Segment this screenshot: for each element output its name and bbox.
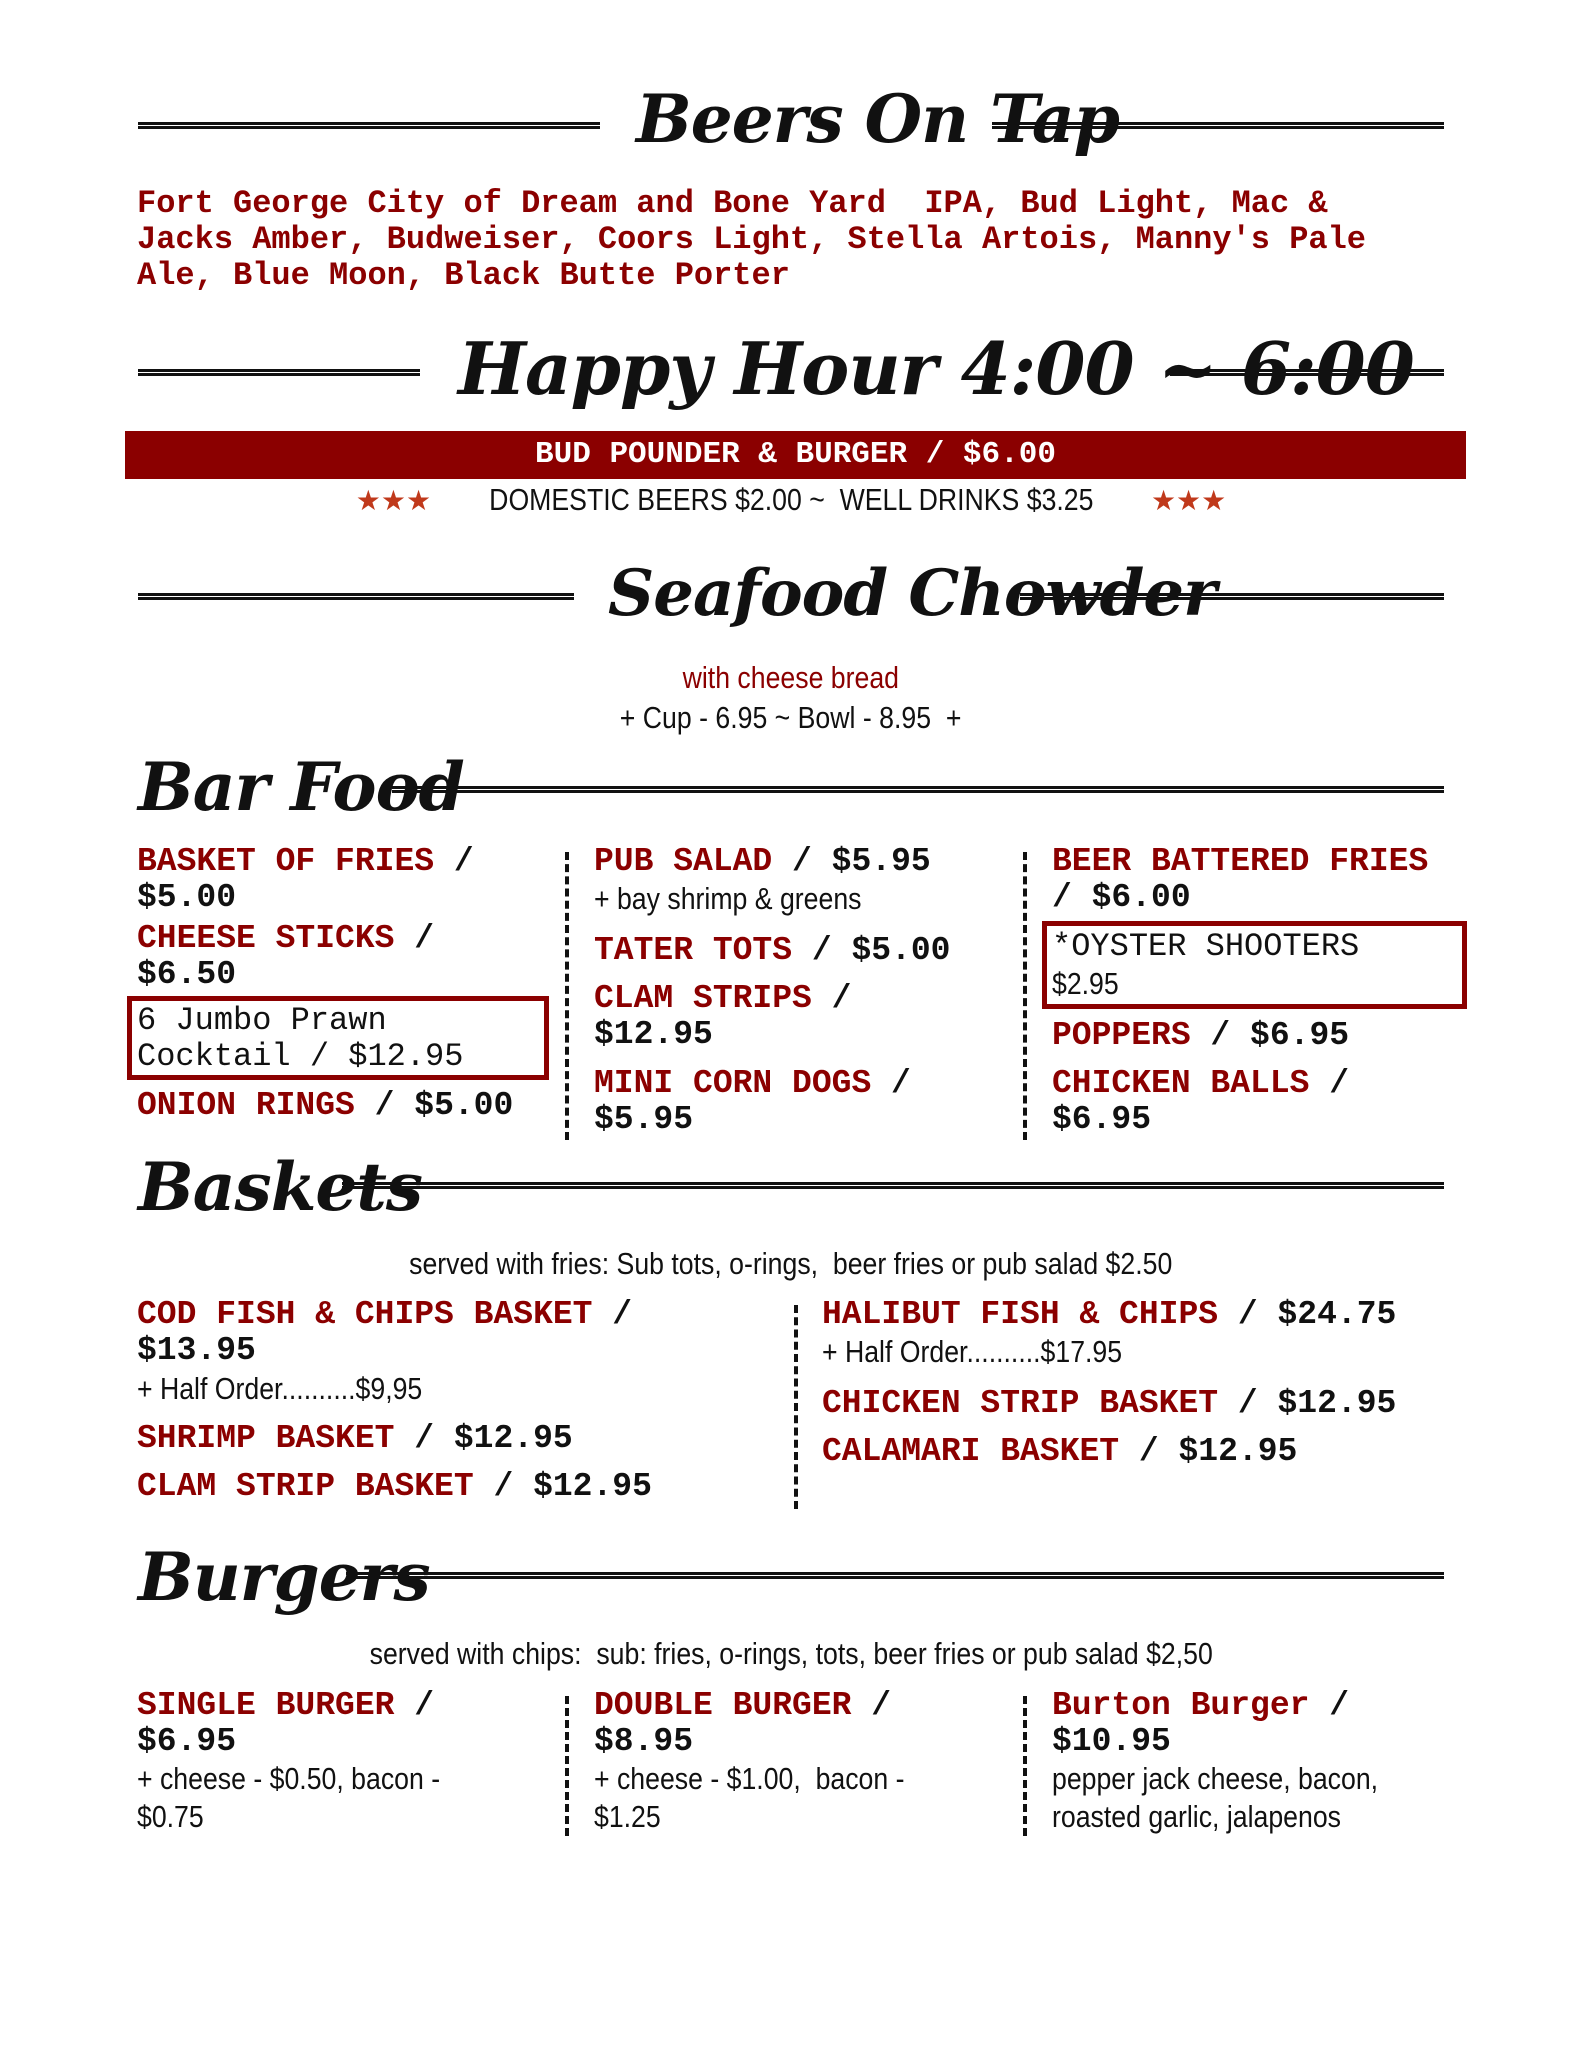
item-name: CHICKEN BALLS xyxy=(1052,1065,1310,1102)
item-name: 6 Jumbo Prawn xyxy=(137,1002,387,1039)
menu-item-onion-rings: ONION RINGS / $5.00 xyxy=(137,1087,514,1124)
item-note: + Half Order..........$9,95 xyxy=(137,1371,423,1406)
item-price: $6.95 xyxy=(137,1723,237,1760)
burgers-note-text: served with chips: sub: fries, o-rings, tots, beer fries or pub salad $2,50 xyxy=(369,1636,1213,1671)
menu-item-chicken-balls: CHICKEN BALLS / $6.95 xyxy=(1052,1065,1350,1138)
item-note: + Half Order..........$17.95 xyxy=(822,1334,1123,1369)
divider-rule xyxy=(138,593,574,600)
chowder-heading: Seafood Chowder xyxy=(608,556,1216,631)
item-note xyxy=(1052,1760,1378,1836)
menu-item-poppers: POPPERS / $6.95 xyxy=(1052,1017,1350,1054)
item-note-line: $1.25 xyxy=(594,1799,661,1834)
item-name: BASKET OF FRIES xyxy=(137,843,435,880)
item-price: $6.00 xyxy=(1091,879,1191,916)
star-icon: ★★★ xyxy=(1150,485,1227,516)
divider-rule xyxy=(992,122,1444,129)
menu-item-calamari-basket: CALAMARI BASKET / $12.95 xyxy=(822,1433,1298,1470)
item-name: COD FISH & CHIPS BASKET xyxy=(137,1296,593,1333)
menu-item-jumbo-prawn xyxy=(137,1003,463,1075)
item-price: $6.95 xyxy=(1052,1101,1152,1138)
item-note xyxy=(137,1760,440,1836)
item-note-line: + cheese - $1.00, bacon - xyxy=(594,1761,905,1796)
menu-item-cheese-sticks: CHEESE STICKS / $6.50 xyxy=(137,920,435,993)
baskets-heading: Baskets xyxy=(138,1148,423,1226)
menu-item-burton-burger: Burton Burger / $10.95 xyxy=(1052,1687,1350,1760)
item-price: $5.00 xyxy=(414,1087,514,1124)
menu-item-tater-tots: TATER TOTS / $5.00 xyxy=(594,932,951,969)
happy-hour-specials xyxy=(0,480,1582,521)
chowder-subtitle xyxy=(0,660,1582,696)
beers-line: Fort George City of Dream and Bone Yard IPA, Bud Light, Mac & xyxy=(137,185,1328,222)
item-name: BEER BATTERED FRIES xyxy=(1052,843,1429,880)
item-name: DOUBLE BURGER xyxy=(594,1687,852,1724)
beers-heading: Beers On Tap xyxy=(636,80,1119,158)
divider-rule xyxy=(138,122,600,129)
menu-item-mini-corn-dogs: MINI CORN DOGS / $5.95 xyxy=(594,1065,911,1138)
divider-rule xyxy=(138,369,420,376)
item-price: $6.50 xyxy=(137,956,237,993)
item-price: $5.95 xyxy=(831,843,931,880)
item-name: SHRIMP BASKET xyxy=(137,1420,395,1457)
menu-item-chicken-strip-basket: CHICKEN STRIP BASKET / $12.95 xyxy=(822,1385,1397,1422)
banner-text: BUD POUNDER & BURGER / $6.00 xyxy=(535,437,1056,472)
menu-item-clam-strip-basket: CLAM STRIP BASKET / $12.95 xyxy=(137,1468,652,1505)
divider-rule xyxy=(1020,593,1444,600)
beers-list xyxy=(137,186,1366,294)
item-name: POPPERS xyxy=(1052,1017,1191,1054)
burgers-note xyxy=(0,1636,1582,1672)
column-divider xyxy=(565,852,569,1140)
item-price: $6.95 xyxy=(1250,1017,1350,1054)
chowder-prices xyxy=(0,700,1582,736)
divider-rule xyxy=(342,1182,1444,1189)
item-price: $5.00 xyxy=(851,932,951,969)
item-price: $12.95 xyxy=(594,1016,713,1053)
item-price: $12.95 xyxy=(533,1468,652,1505)
item-price: $24.75 xyxy=(1277,1296,1397,1333)
column-divider xyxy=(1023,1696,1027,1836)
burgers-heading: Burgers xyxy=(138,1538,430,1616)
item-name: TATER TOTS xyxy=(594,932,793,969)
happy-hour-heading: Happy Hour 4:00 ~ 6:00 xyxy=(458,326,1414,411)
item-name: CLAM STRIP BASKET xyxy=(137,1468,474,1505)
baskets-note-text: served with fries: Sub tots, o-rings, beer fries or pub salad $2.50 xyxy=(409,1246,1173,1281)
item-name: CHEESE STICKS xyxy=(137,920,395,957)
star-icon: ★★★ xyxy=(355,485,432,516)
item-name: ONION RINGS xyxy=(137,1087,355,1124)
specials-text: DOMESTIC BEERS $2.00 ~ WELL DRINKS $3.25 xyxy=(488,482,1094,517)
menu-item-shrimp-basket: SHRIMP BASKET / $12.95 xyxy=(137,1420,573,1457)
item-price: Cocktail / $12.95 xyxy=(137,1038,464,1075)
divider-rule xyxy=(392,786,1444,793)
item-note xyxy=(594,1760,905,1836)
item-price: $8.95 xyxy=(594,1723,694,1760)
happy-hour-banner xyxy=(125,431,1466,479)
item-name: SINGLE BURGER xyxy=(137,1687,395,1724)
item-name: *OYSTER SHOOTERS xyxy=(1052,928,1360,965)
menu-item-beer-battered-fries: BEER BATTERED FRIES / $6.00 xyxy=(1052,843,1429,916)
item-price: $12.95 xyxy=(1178,1433,1298,1470)
item-note-line: roasted garlic, jalapenos xyxy=(1052,1799,1342,1834)
menu-item-halibut: HALIBUT FISH & CHIPS / $24.75 xyxy=(822,1296,1397,1333)
divider-rule xyxy=(1170,369,1444,376)
menu-item-double-burger: DOUBLE BURGER / $8.95 xyxy=(594,1687,892,1760)
item-name: MINI CORN DOGS xyxy=(594,1065,872,1102)
menu-item-pub-salad: PUB SALAD / $5.95 xyxy=(594,843,931,880)
divider-rule xyxy=(346,1572,1444,1579)
beers-line: Jacks Amber, Budweiser, Coors Light, Stella Artois, Manny's Pale xyxy=(137,221,1366,258)
item-price: $13.95 xyxy=(137,1332,256,1369)
item-name: Burton Burger xyxy=(1052,1687,1310,1724)
item-name: HALIBUT FISH & CHIPS xyxy=(822,1296,1219,1333)
item-note-line: pepper jack cheese, bacon, xyxy=(1052,1761,1379,1796)
item-note-line: $0.75 xyxy=(137,1799,204,1834)
item-price: $10.95 xyxy=(1052,1723,1171,1760)
chowder-prices-text: + Cup - 6.95 ~ Bowl - 8.95 + xyxy=(620,700,962,735)
baskets-note xyxy=(0,1246,1582,1282)
item-price: $12.95 xyxy=(1277,1385,1397,1422)
item-note-line: + cheese - $0.50, bacon - xyxy=(137,1761,441,1796)
item-price: $12.95 xyxy=(453,1420,573,1457)
column-divider xyxy=(794,1305,798,1509)
column-divider xyxy=(565,1696,569,1836)
menu-item-single-burger: SINGLE BURGER / $6.95 xyxy=(137,1687,435,1760)
chowder-subtitle-text: with cheese bread xyxy=(682,660,900,695)
column-divider xyxy=(1023,852,1027,1140)
bar-food-heading: Bar Food xyxy=(138,748,464,826)
menu-item-basket-of-fries: BASKET OF FRIES / $5.00 xyxy=(137,843,474,916)
menu-item-clam-strips: CLAM STRIPS / $12.95 xyxy=(594,980,852,1053)
beers-line: Ale, Blue Moon, Black Butte Porter xyxy=(137,257,790,294)
menu-item-oyster-shooters xyxy=(1052,929,1359,1003)
item-name: CHICKEN STRIP BASKET xyxy=(822,1385,1219,1422)
item-note: + bay shrimp & greens xyxy=(594,881,862,916)
item-name: CALAMARI BASKET xyxy=(822,1433,1120,1470)
item-price: $2.95 xyxy=(1052,966,1119,1001)
item-name: PUB SALAD xyxy=(594,843,773,880)
item-name: CLAM STRIPS xyxy=(594,980,812,1017)
item-price: $5.00 xyxy=(137,879,237,916)
menu-item-cod-fish: COD FISH & CHIPS BASKET / $13.95 xyxy=(137,1296,633,1369)
item-price: $5.95 xyxy=(594,1101,694,1138)
